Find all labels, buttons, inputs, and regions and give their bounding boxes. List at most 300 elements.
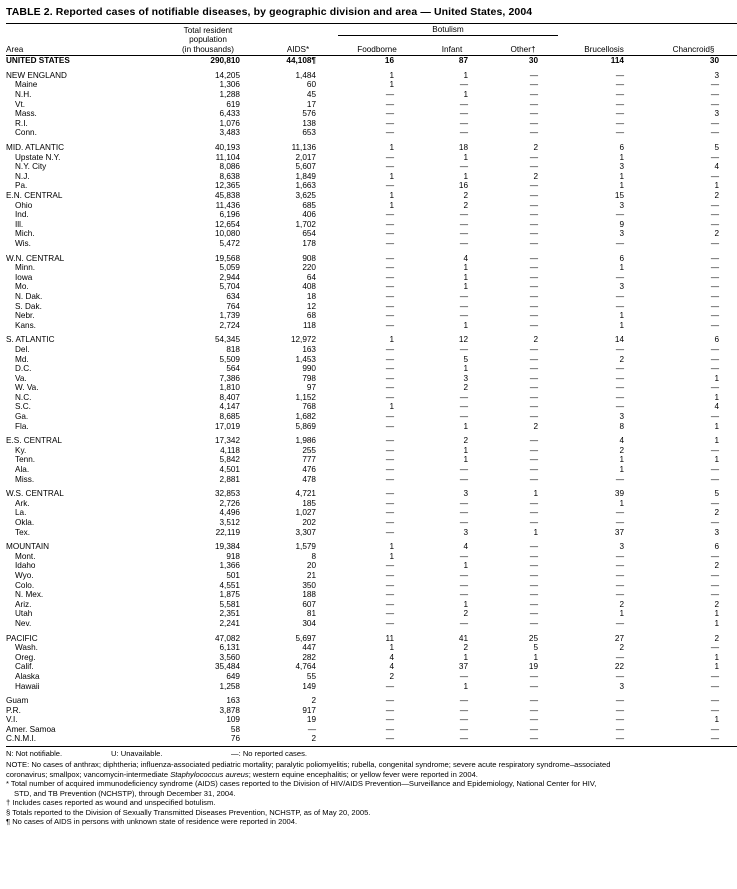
row-area-label: Mich.	[15, 229, 35, 239]
cell-brucellosis: —	[615, 618, 624, 628]
cell-infant: —	[459, 734, 468, 744]
cell-other: —	[529, 599, 538, 609]
cell-chancroid: —	[710, 301, 719, 311]
cell-other: —	[529, 291, 538, 301]
row-area-label: Utah	[15, 609, 33, 619]
cell-pop: 8,685	[219, 412, 240, 422]
cell-aids: 798	[302, 373, 316, 383]
cell-foodborne: —	[385, 219, 394, 229]
cell-pop: 58	[230, 724, 240, 734]
cell-brucellosis: 3	[619, 200, 624, 210]
row-area-label: R.I.	[15, 118, 28, 128]
cell-other: —	[529, 320, 538, 330]
cell-aids: 3,307	[295, 527, 316, 537]
cell-other: —	[529, 580, 538, 590]
cell-brucellosis: 8	[619, 421, 624, 431]
row-area-label: Tenn.	[15, 455, 36, 465]
cell-chancroid: —	[710, 200, 719, 210]
cell-foodborne: —	[385, 162, 394, 172]
cell-chancroid: —	[710, 118, 719, 128]
cell-pop: 3,878	[219, 705, 240, 715]
cell-foodborne: —	[385, 238, 394, 248]
table-row	[6, 552, 737, 562]
row-area-label: E.N. CENTRAL	[6, 191, 63, 200]
cell-infant: 1	[463, 681, 468, 691]
cell-pop: 564	[226, 364, 240, 374]
footnote-star-line1: * Total number of acquired immunodeficiency syndrome (AIDS) cases reported to the Division of HIV/AIDS Prevention—Surveillance and Epidemiology, National Center for HIV,	[6, 779, 597, 789]
row-area-label: Pa.	[15, 181, 28, 191]
cell-brucellosis: —	[615, 671, 624, 681]
cell-chancroid: 4	[714, 162, 719, 172]
cell-brucellosis: 37	[614, 527, 624, 537]
table-row	[6, 128, 737, 138]
cell-pop: 45,838	[214, 191, 240, 200]
table-row	[6, 355, 737, 365]
row-area-label: S. ATLANTIC	[6, 335, 55, 345]
table-row	[6, 90, 737, 100]
cell-other: —	[529, 181, 538, 191]
cell-aids: 68	[306, 311, 316, 321]
cell-other: —	[529, 219, 538, 229]
table-row	[6, 263, 737, 273]
cell-aids: 1,663	[295, 181, 316, 191]
notifiable-diseases-table	[6, 23, 737, 744]
cell-pop: 5,581	[219, 599, 240, 609]
cell-foodborne: —	[385, 436, 394, 446]
cell-aids: 2,017	[295, 152, 316, 162]
cell-pop: 12,365	[214, 181, 240, 191]
cell-brucellosis: —	[615, 80, 624, 90]
table-row	[6, 734, 737, 744]
cell-foodborne: 1	[389, 143, 394, 153]
note-line-2b: ; western equine encephalitis; or yellow fever were reported in 2004.	[248, 769, 478, 779]
page-title: TABLE 2. Reported cases of notifiable diseases, by geographic division and area — United States, 2004	[6, 6, 533, 18]
cell-foodborne: 1	[389, 70, 394, 80]
table-row	[6, 71, 737, 81]
cell-other: —	[529, 383, 538, 393]
table-row	[6, 581, 737, 591]
cell-infant: —	[459, 465, 468, 475]
row-area-label: Guam	[6, 696, 29, 706]
cell-infant: —	[459, 570, 468, 580]
cell-brucellosis: —	[615, 508, 624, 518]
row-area-label: Vt.	[15, 99, 26, 109]
table-row	[6, 475, 737, 485]
cell-aids: 4,721	[295, 489, 316, 499]
table-row	[6, 143, 737, 153]
cell-brucellosis: 15	[614, 191, 624, 200]
cell-chancroid: —	[710, 311, 719, 321]
cell-foodborne: 1	[389, 551, 394, 561]
cell-brucellosis: —	[615, 580, 624, 590]
cell-infant: 2	[463, 436, 468, 446]
table-row	[6, 402, 737, 412]
cell-foodborne: —	[385, 474, 394, 484]
cell-infant: 2	[463, 609, 468, 619]
cell-aids: 17	[306, 99, 316, 109]
cell-foodborne: 1	[389, 200, 394, 210]
cell-chancroid: —	[710, 681, 719, 691]
table-row	[6, 335, 737, 345]
cell-other: —	[529, 238, 538, 248]
cell-other: —	[529, 570, 538, 580]
table-row	[6, 725, 737, 735]
cell-foodborne: 4	[389, 652, 394, 662]
cell-aids: 60	[306, 80, 316, 90]
cell-pop: 3,560	[219, 652, 240, 662]
cell-infant: 3	[463, 527, 468, 537]
table-row	[6, 80, 737, 90]
table-row	[6, 696, 737, 706]
cell-aids: 447	[302, 643, 316, 653]
cell-foodborne: —	[385, 609, 394, 619]
cell-pop: 12,654	[214, 219, 240, 229]
cell-infant: 12	[458, 335, 468, 345]
cell-other: —	[529, 272, 538, 282]
cell-infant: —	[459, 618, 468, 628]
cell-aids: 2	[311, 696, 316, 706]
cell-foodborne: 1	[389, 402, 394, 412]
cell-chancroid: —	[710, 282, 719, 292]
footnote-star-line2: STD, and TB Prevention (NCHSTP), through December 31, 2004.	[14, 788, 236, 798]
cell-aids: 406	[302, 210, 316, 220]
cell-brucellosis: 39	[614, 489, 624, 499]
cell-chancroid: —	[710, 364, 719, 374]
cell-other: —	[529, 70, 538, 80]
note-line-2a: coronavirus; smallpox; vancomycin-intermediate	[6, 769, 171, 779]
header-population-line1: Total resident	[183, 25, 233, 35]
table-row	[6, 706, 737, 716]
cell-chancroid: —	[710, 99, 719, 109]
cell-brucellosis: 2	[619, 643, 624, 653]
cell-foodborne: 4	[389, 662, 394, 672]
cell-brucellosis: 3	[619, 229, 624, 239]
table-row	[6, 210, 737, 220]
cell-other: 1	[533, 652, 538, 662]
table-row	[6, 254, 737, 264]
cell-aids: 20	[306, 561, 316, 571]
cell-other: —	[529, 455, 538, 465]
cell-chancroid: 2	[714, 599, 719, 609]
cell-chancroid: 1	[714, 181, 719, 191]
row-area-label: Ala.	[15, 465, 30, 475]
cell-infant: —	[459, 301, 468, 311]
row-area-label: Ga.	[15, 412, 29, 422]
cell-aids: 255	[302, 445, 316, 455]
cell-aids: 44,108¶	[286, 56, 316, 66]
cell-foodborne: —	[385, 465, 394, 475]
cell-infant: —	[459, 344, 468, 354]
note-line-1: NOTE: No cases of anthrax; diphtheria; influenza-associated pediatric mortality; paralytic poliomyelitis; rubella, congenital syndrome; severe acute respiratory syndrome–associated	[6, 760, 611, 770]
cell-other: —	[529, 705, 538, 715]
cell-aids: 476	[302, 465, 316, 475]
cell-chancroid: —	[710, 570, 719, 580]
cell-pop: 10,080	[214, 229, 240, 239]
table-row	[6, 364, 737, 374]
cell-infant: 87	[458, 56, 468, 66]
cell-other: —	[529, 301, 538, 311]
row-area-label: Miss.	[15, 474, 35, 484]
cell-pop: 2,944	[219, 272, 240, 282]
cell-pop: 3,483	[219, 128, 240, 138]
cell-pop: 619	[226, 99, 240, 109]
cell-other: —	[529, 152, 538, 162]
cell-other: —	[529, 609, 538, 619]
row-area-label: Ill.	[15, 219, 24, 229]
cell-chancroid: —	[710, 643, 719, 653]
cell-other: —	[529, 162, 538, 172]
cell-chancroid: —	[710, 320, 719, 330]
abbrev-n: N: Not notifiable.	[6, 749, 63, 759]
cell-foodborne: —	[385, 109, 394, 119]
cell-infant: —	[459, 109, 468, 119]
cell-chancroid: 4	[714, 402, 719, 412]
cell-other: —	[529, 364, 538, 374]
cell-foodborne: —	[385, 445, 394, 455]
row-area-label: UNITED STATES	[6, 56, 70, 66]
cell-chancroid: —	[710, 705, 719, 715]
cell-pop: 6,433	[219, 109, 240, 119]
table-row	[6, 56, 737, 66]
header-population-line2: population	[189, 35, 227, 45]
row-area-label: Mo.	[15, 282, 29, 292]
cell-infant: 1	[463, 320, 468, 330]
row-area-label: Conn.	[15, 128, 37, 138]
cell-foodborne: —	[385, 152, 394, 162]
cell-aids: 188	[302, 590, 316, 600]
cell-aids: 163	[302, 344, 316, 354]
cell-infant: —	[459, 715, 468, 725]
row-area-label: W.S. CENTRAL	[6, 489, 64, 499]
cell-other: —	[529, 373, 538, 383]
cell-other: 2	[533, 143, 538, 153]
cell-infant: 41	[458, 633, 468, 643]
cell-other: —	[529, 696, 538, 706]
cell-other: —	[529, 128, 538, 138]
cell-aids: 185	[302, 498, 316, 508]
cell-chancroid: 2	[714, 633, 719, 643]
cell-pop: 17,342	[214, 436, 240, 446]
cell-aids: 19	[306, 715, 316, 725]
row-area-label: Nev.	[15, 618, 32, 628]
cell-brucellosis: 3	[619, 681, 624, 691]
cell-other: —	[529, 671, 538, 681]
row-area-label: Tex.	[15, 527, 31, 537]
cell-foodborne: —	[385, 508, 394, 518]
cell-chancroid: 5	[714, 143, 719, 153]
cell-pop: 290,810	[210, 56, 240, 66]
abbreviation-line	[6, 747, 733, 758]
cell-other: —	[529, 263, 538, 273]
table-row	[6, 282, 737, 292]
cell-pop: 1,875	[219, 590, 240, 600]
row-area-label: Ariz.	[15, 599, 32, 609]
table-row	[6, 292, 737, 302]
cell-brucellosis: —	[615, 474, 624, 484]
cell-chancroid: 1	[714, 373, 719, 383]
row-area-label: NEW ENGLAND	[6, 70, 67, 80]
cell-aids: 908	[302, 253, 316, 263]
table-row	[6, 311, 737, 321]
cell-brucellosis: 9	[619, 219, 624, 229]
cell-chancroid: —	[710, 238, 719, 248]
cell-brucellosis: —	[615, 551, 624, 561]
cell-aids: 11,136	[291, 143, 316, 153]
table-row	[6, 528, 737, 538]
table-row	[6, 542, 737, 552]
cell-pop: 47,082	[214, 633, 240, 643]
table-row	[6, 643, 737, 653]
cell-other: —	[529, 681, 538, 691]
cell-foodborne: —	[385, 364, 394, 374]
cell-foodborne: 2	[389, 671, 394, 681]
cell-infant: —	[459, 724, 468, 734]
cell-other: 2	[533, 335, 538, 345]
row-area-label: V.I.	[6, 715, 18, 725]
cell-brucellosis: —	[615, 561, 624, 571]
cell-aids: 1,986	[295, 436, 316, 446]
cell-aids: 777	[302, 455, 316, 465]
cell-chancroid: 3	[714, 109, 719, 119]
cell-pop: 4,501	[219, 465, 240, 475]
cell-pop: 163	[226, 696, 240, 706]
table-row	[6, 302, 737, 312]
cell-brucellosis: 1	[619, 311, 624, 321]
row-area-label: Mont.	[15, 551, 36, 561]
cell-infant: —	[459, 80, 468, 90]
cell-aids: —	[307, 724, 316, 734]
cell-brucellosis: 114	[610, 56, 624, 66]
row-area-label: Oreg.	[15, 652, 36, 662]
cell-brucellosis: —	[615, 518, 624, 527]
cell-brucellosis: —	[615, 128, 624, 138]
cell-other: —	[529, 282, 538, 292]
cell-pop: 4,496	[219, 508, 240, 518]
cell-other: —	[529, 498, 538, 508]
row-area-label: N. Mex.	[15, 590, 44, 600]
cell-chancroid: —	[710, 498, 719, 508]
cell-infant: —	[459, 291, 468, 301]
cell-pop: 764	[226, 301, 240, 311]
row-area-label: Nebr.	[15, 311, 35, 321]
cell-pop: 11,104	[215, 152, 240, 162]
cell-aids: 1,453	[295, 354, 316, 364]
cell-chancroid: —	[710, 412, 719, 422]
header-row-1	[6, 25, 737, 35]
cell-chancroid: —	[710, 80, 719, 90]
cell-pop: 5,509	[219, 354, 240, 364]
table-row	[6, 619, 737, 629]
cell-infant: —	[459, 402, 468, 412]
row-area-label: Ark.	[15, 498, 30, 508]
cell-chancroid: —	[710, 90, 719, 100]
cell-foodborne: —	[385, 455, 394, 465]
cell-chancroid: —	[710, 354, 719, 364]
table-row	[6, 436, 737, 446]
cell-chancroid: —	[710, 518, 719, 527]
cell-aids: 21	[306, 570, 316, 580]
cell-aids: 1,702	[295, 219, 316, 229]
cell-other: 1	[533, 527, 538, 537]
cell-infant: —	[459, 238, 468, 248]
row-area-label: Ky.	[15, 445, 27, 455]
cell-infant: —	[459, 474, 468, 484]
cell-brucellosis: —	[615, 734, 624, 744]
cell-aids: 576	[302, 109, 316, 119]
cell-chancroid: —	[710, 465, 719, 475]
cell-chancroid: —	[710, 445, 719, 455]
cell-chancroid: 2	[714, 508, 719, 518]
cell-foodborne: —	[385, 599, 394, 609]
header-botulism-group: Botulism	[338, 25, 558, 35]
table-row	[6, 109, 737, 119]
cell-chancroid: 1	[714, 421, 719, 431]
cell-foodborne: —	[385, 344, 394, 354]
cell-infant: —	[459, 412, 468, 422]
cell-pop: 17,019	[214, 421, 240, 431]
cell-other: —	[529, 445, 538, 455]
footnote-dagger: † Includes cases reported as wound and unspecified botulism.	[6, 798, 216, 808]
cell-chancroid: 1	[714, 715, 719, 725]
cell-aids: 1,849	[295, 171, 316, 181]
cell-aids: 917	[302, 705, 316, 715]
cell-foodborne: —	[385, 392, 394, 402]
cell-foodborne: —	[385, 489, 394, 499]
row-area-label: N.C.	[15, 392, 32, 402]
cell-pop: 634	[226, 291, 240, 301]
cell-chancroid: —	[710, 291, 719, 301]
cell-brucellosis: 3	[619, 412, 624, 422]
table-row	[6, 162, 737, 172]
table-row	[6, 172, 737, 182]
cell-other: —	[529, 542, 538, 552]
row-area-label: Okla.	[15, 518, 35, 527]
table-row	[6, 153, 737, 163]
cell-chancroid: 2	[714, 191, 719, 200]
cell-foodborne: —	[385, 354, 394, 364]
cell-infant: 1	[463, 152, 468, 162]
header-other: Other†	[510, 44, 536, 54]
cell-infant: 1	[463, 455, 468, 465]
cell-foodborne: 11	[385, 633, 394, 643]
cell-infant: —	[459, 210, 468, 220]
header-brucellosis: Brucellosis	[584, 44, 624, 54]
cell-pop: 22,119	[215, 527, 240, 537]
cell-aids: 8	[311, 551, 316, 561]
table-row	[6, 508, 737, 518]
cell-brucellosis: —	[615, 392, 624, 402]
cell-infant: —	[459, 162, 468, 172]
cell-brucellosis: —	[615, 705, 624, 715]
cell-pop: 4,118	[220, 445, 240, 455]
cell-aids: 149	[302, 681, 316, 691]
table-row	[6, 634, 737, 644]
cell-other: —	[529, 590, 538, 600]
cell-other: —	[529, 734, 538, 744]
cell-brucellosis: 3	[619, 542, 624, 552]
row-area-label: D.C.	[15, 364, 32, 374]
cell-other: —	[529, 402, 538, 412]
cell-pop: 19,384	[214, 542, 240, 552]
cell-brucellosis: —	[615, 99, 624, 109]
table-row	[6, 345, 737, 355]
table-row	[6, 662, 737, 672]
row-area-label: N.Y. City	[15, 162, 47, 172]
cell-chancroid: 1	[714, 652, 719, 662]
cell-chancroid: 6	[714, 335, 719, 345]
row-area-label: W. Va.	[15, 383, 39, 393]
cell-foodborne: 1	[389, 191, 394, 200]
